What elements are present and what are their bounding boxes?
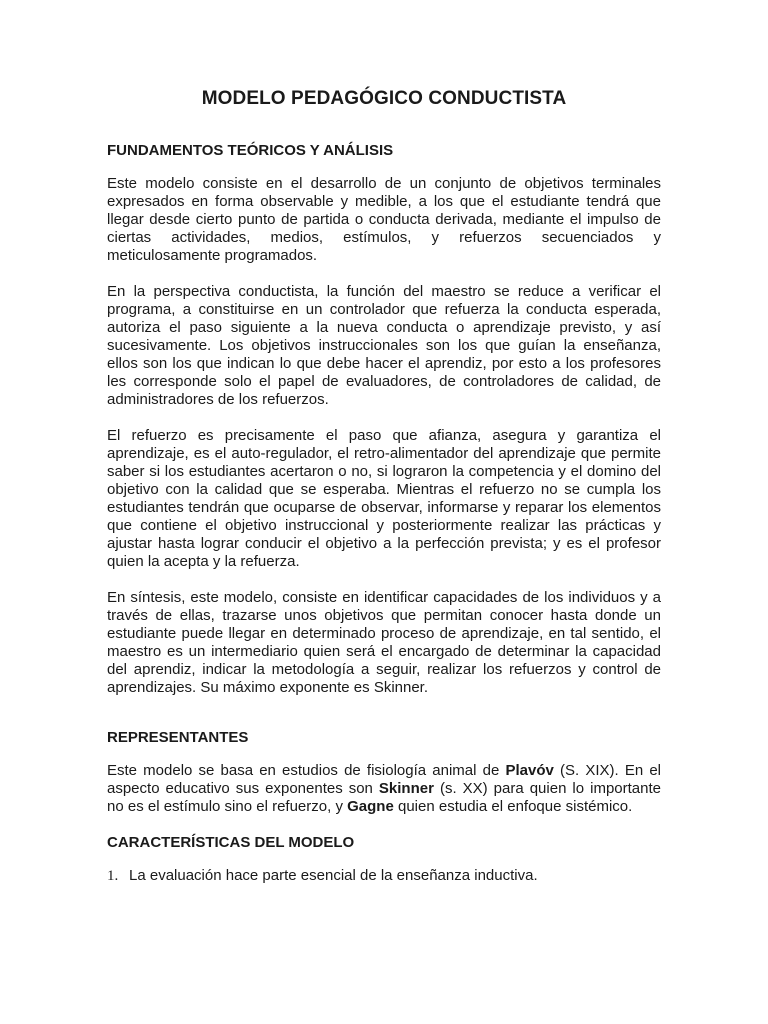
section-heading-representantes: REPRESENTANTES xyxy=(107,729,249,746)
document-title: MODELO PEDAGÓGICO CONDUCTISTA xyxy=(201,88,567,109)
paragraph: En síntesis, este modelo, consiste en identificar capacidades de los individuos y a través de ellas, trazarse unos objetivos que permitan conocer hasta donde un estudiante puede llegar en determinado proceso de aprendizaje, en tal sentido, el maestro es un intermediario quien será el encargado de determinar la capacidad del aprendiz, indicar la metodología a seguir, realizar los refuerzos y control de aprendizajes. Su máximo exponente es Skinner. xyxy=(107,589,661,696)
paragraph: Este modelo consiste en el desarrollo de un conjunto de objetivos terminales expresados en forma observable y medible, a los que el estudiante tendrá que llegar desde cierto punto de partida o conducta derivada, mediante el impulso de ciertas actividades, medios, estímulos, y refuerzos secuenciados y meticulosamente programados. xyxy=(107,175,661,264)
list-item xyxy=(107,867,661,885)
representative-name-skinner: Skinner xyxy=(378,780,434,797)
paragraph-text: quien estudia el enfoque sistémico. xyxy=(393,798,633,815)
representantes-paragraph xyxy=(107,762,661,816)
list-item-number: 1. xyxy=(107,868,119,884)
representative-name-plavov: Plavóv xyxy=(505,762,554,779)
paragraph-text: Este modelo se basa en estudios de fisiología animal de xyxy=(107,762,506,779)
paragraph-text: (S. XIX). En el aspecto educativo sus exponentes son xyxy=(107,762,661,797)
list-item-text: La evaluación hace parte esencial de la enseñanza inductiva. xyxy=(129,867,538,884)
section-heading-caracteristicas: CARACTERÍSTICAS DEL MODELO xyxy=(107,834,355,851)
section-heading-fundamentos: FUNDAMENTOS TEÓRICOS Y ANÁLISIS xyxy=(107,142,394,159)
paragraph: En la perspectiva conductista, la función del maestro se reduce a verificar el programa, a constituirse en un controlador que refuerza la conducta esperada, autoriza el paso siguiente a la nueva conducta o aprendizaje previsto, y así sucesivamente. Los objetivos instruccionales son los que guían la enseñanza, ellos son los que indican lo que debe hacer el aprendiz, por esto a los profesores les corresponde solo el papel de evaluadores, de controladores de calidad, de administradores de los refuerzos. xyxy=(107,283,661,408)
document-page xyxy=(107,88,661,885)
paragraph: El refuerzo es precisamente el paso que afianza, asegura y garantiza el aprendizaje, es el auto-regulador, el retro-alimentador del aprendizaje que permite saber si los estudiantes acertaron o no, si lograron la competencia y el domino del objetivo con la calidad que se esperaba. Mientras el refuerzo no se cumpla los estudiantes tendrán que ocuparse de observar, informarse y reparar los elementos que contiene el objetivo instruccional y posteriormente realizar las prácticas y ajustar hasta lograr conducir el objetivo a la perfección prevista; y es el profesor quien la acepta y la refuerza. xyxy=(107,427,661,570)
representative-name-gagne: Gagne xyxy=(347,798,394,815)
paragraph-text: (s. XX) para quien lo importante no es el estímulo sino el refuerzo, y xyxy=(107,780,661,815)
characteristics-list xyxy=(107,867,661,885)
